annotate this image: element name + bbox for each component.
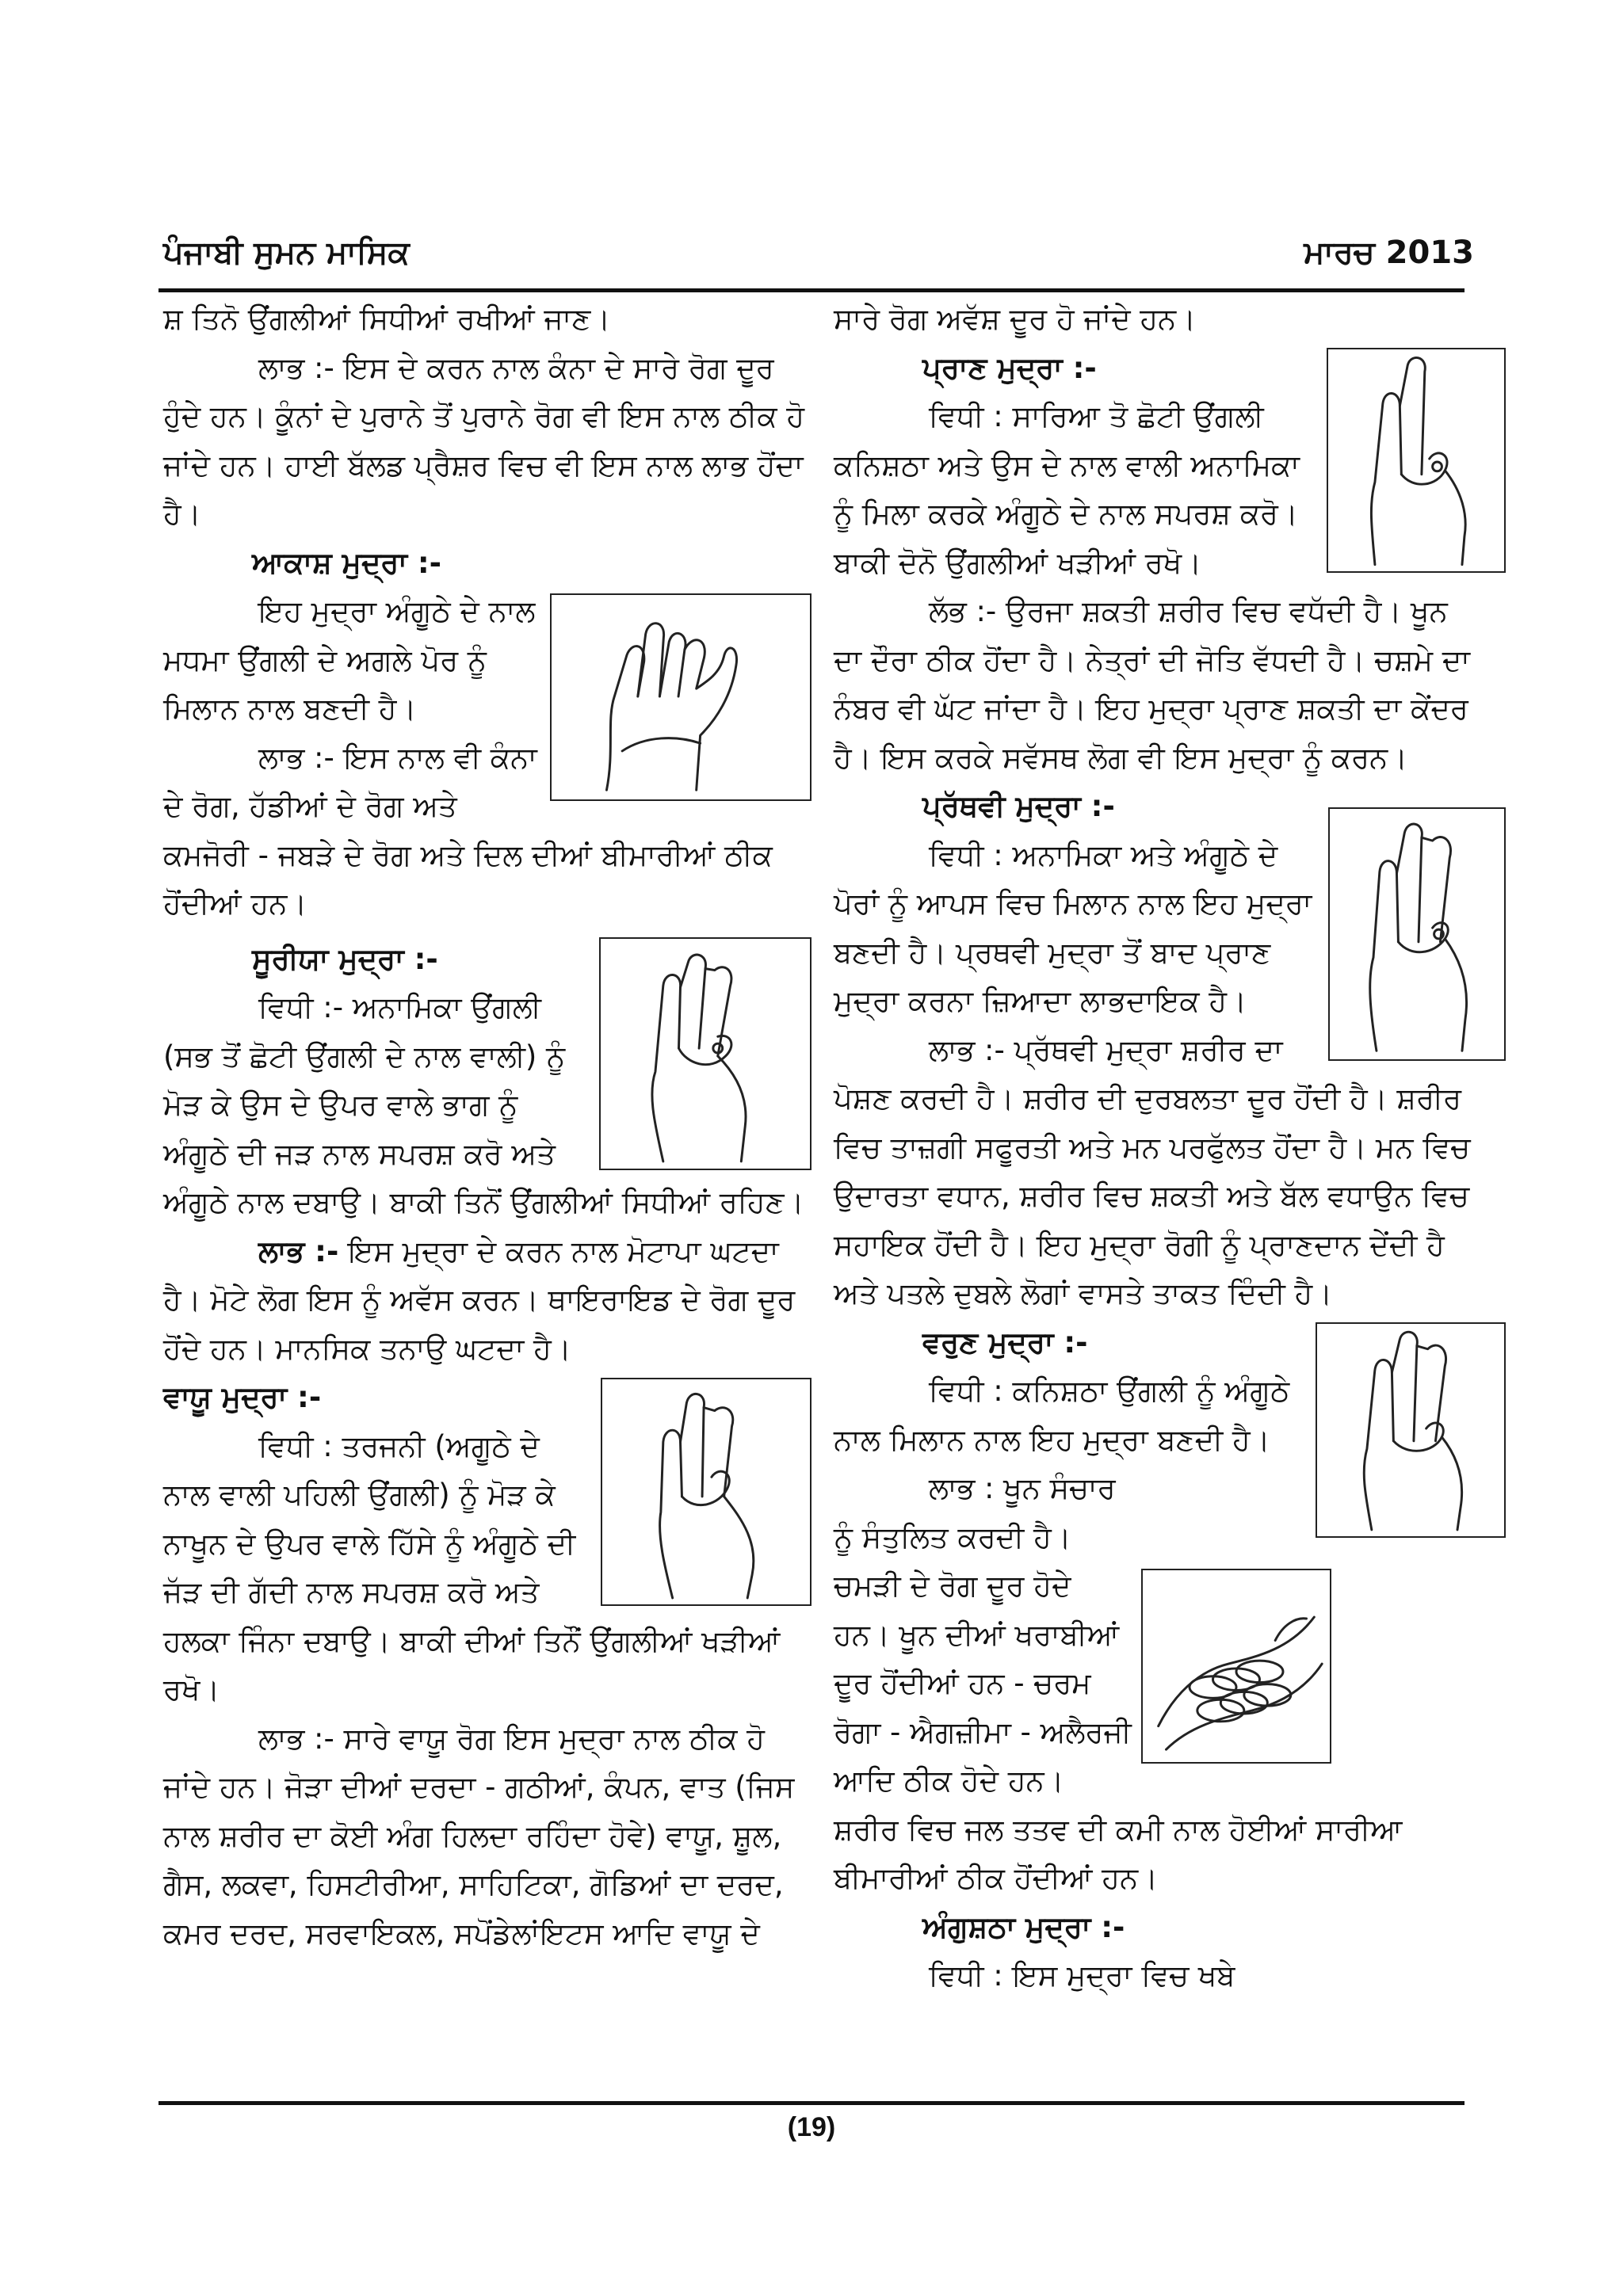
prithvi-mudra-benefit: ਲਾਭ :- ਪ੍ਰੱਥਵੀ ਮੁਦ੍ਰਾ ਸ਼ਰੀਰ ਦਾ ਪੋਸ਼ਣ ਕਰਦੀ ਹੈ। ਸ਼ਰੀਰ ਦੀ ਦੁਰਬਲਤਾ ਦੂਰ ਹੋਂਦੀ ਹੈ। ਸ਼ਰੀਰ ਵਿਚ ਤਾਜ਼ਗੀ ਸਫੂਰਤੀ ਅਤੇ ਮਨ ਪਰਫੁੱਲਤ ਹੋਂਦਾ ਹੈ। ਮਨ ਵਿਚ ਉਦਾਰਤਾ ਵਧਾਨ, ਸ਼ਰੀਰ ਵਿਚ ਸ਼ਕਤੀ ਅਤੇ ਬੱਲ ਵਧਾਉਨ ਵਿਚ ਸਹਾਇਕ ਹੋਂਦੀ ਹੈ। ਇਹ ਮੁਦ੍ਰਾ ਰੋਗੀ ਨੂੰ ਪ੍ਰਾਣਦਾਨ ਦੇਂਦੀ ਹੈ ਅਤੇ ਪਤਲੇ ਦੁਬਲੇ ਲੋਗਾਂ ਵਾਸਤੇ ਤਾਕਤ ਦਿੰਦੀ ਹੈ। bbox=[834, 1032, 1471, 1310]
right-column bbox=[834, 295, 1482, 2000]
varun-mudra-method: ਵਿਧੀ : ਕਨਿਸ਼ਠਾ ਉਂਗਲੀ ਨੂੰ ਅੰਗੂਠੇ ਨਾਲ ਮਿਲਾਨ ਨਾਲ ਇਹ ਮੁਦ੍ਰਾ ਬਣਦੀ ਹੈ। bbox=[834, 1374, 1290, 1457]
heading-akash-mudra: ਆਕਾਸ਼ ਮੁਦ੍ਰਾ :- bbox=[252, 545, 441, 580]
footer-rule bbox=[158, 2101, 1465, 2105]
prithvi-mudra-illustration bbox=[1328, 807, 1506, 1061]
angushtha-mudra-method: ਵਿਧੀ : ਇਸ ਮੁਦ੍ਰਾ ਵਿਚ ਖਬੇ bbox=[929, 1958, 1235, 1993]
angushtha-mudra-illustration bbox=[1141, 1569, 1331, 1764]
heading-vayu-mudra: ਵਾਯੂ ਮੁਦ੍ਰਾ :- bbox=[163, 1380, 322, 1414]
vayu-mudra-method: ਵਿਧੀ : ਤਰਜਨੀ (ਅਗੂਠੇ ਦੇ ਨਾਲ ਵਾਲੀ ਪਹਿਲੀ ਉਂਗਲੀ) ਨੂੰ ਮੋੜ ਕੇ ਨਾਖੂਨ ਦੇ ਉਪਰ ਵਾਲੇ ਹਿੱਸੇ ਨੂੰ ਅੰਗੂਠੇ ਦੀ ਜੱੜ ਦੀ ਗੱਦੀ ਨਾਲ ਸਪਰਸ਼ ਕਰੋ ਅਤੇ ਹਲਕਾ ਜਿੰਨਾ ਦਬਾਉ। ਬਾਕੀ ਦੀਆਂ ਤਿਨੌਂ ਉਂਗਲੀਆਂ ਖੜੀਆਂ ਰਖੋ। bbox=[163, 1428, 781, 1707]
pran-mudra-illustration bbox=[1327, 348, 1506, 573]
left-continuation: ਸ਼ ਤਿਨੋ ਉਂਗਲੀਆਂ ਸਿਧੀਆਂ ਰਖੀਆਂ ਜਾਣ। bbox=[163, 302, 611, 336]
right-continuation: ਸਾਰੇ ਰੋਗ ਅਵੱਸ਼ ਦੂਰ ਹੋ ਜਾਂਦੇ ਹਨ। bbox=[834, 302, 1197, 336]
vayu-mudra-benefit: ਲਾਭ :- ਸਾਰੇ ਵਾਯੂ ਰੋਗ ਇਸ ਮੁਦ੍ਰਾ ਨਾਲ ਠੀਕ ਹੋ ਜਾਂਦੇ ਹਨ। ਜੋੜਾ ਦੀਆਂ ਦਰਦਾ - ਗਠੀਆਂ, ਕੰਪਨ, ਵਾਤ (ਜਿਸ ਨਾਲ ਸ਼ਰੀਰ ਦਾ ਕੋਈ ਅੰਗ ਹਿਲਦਾ ਰਹਿੰਦਾ ਹੋਵੇ) ਵਾਯੂ, ਸ਼ੂਲ, ਗੈਸ, ਲਕਵਾ, ਹਿਸਟੀਰੀਆ, ਸਾਹਿਟਿਕਾ, ਗੋਡਿਆਂ ਦਾ ਦਰਦ, ਕਮਰ ਦਰਦ, ਸਰਵਾਇਕਲ, ਸਪੋਂਡੇਲਾਂਇਟਸ ਆਦਿ ਵਾਯੂ ਦੇ bbox=[163, 1721, 795, 1951]
page-number: (19) bbox=[787, 2112, 836, 2142]
header-rule bbox=[158, 288, 1465, 292]
suriya-benefit-text: ਇਸ ਮੁਦ੍ਰਾ ਦੇ ਕਰਨ ਨਾਲ ਮੋਟਾਪਾ ਘਟਦਾ ਹੈ। ਮੋਟੇ ਲੋਗ ਇਸ ਨੂੰ ਅਵੱਸ ਕਰਨ। ਥਾਇਰਾਇਡ ਦੇ ਰੋਗ ਦੂਰ ਹੋਂਦੇ ਹਨ। ਮਾਨਸਿਕ ਤਨਾਉ ਘਟਦਾ ਹੈ। bbox=[163, 1234, 796, 1366]
varun-mudra-benefit: ਲਾਭ : ਖੂਨ ਸੰਚਾਰ ਨੂੰ ਸੰਤੁਲਿਤ ਕਰਦੀ ਹੈ। ਚਮੜੀ ਦੇ ਰੋਗ ਦੂਰ ਹੋਦੇ ਹਨ। ਖੂਨ ਦੀਆਂ ਖਰਾਬੀਆਂ ਦੂਰ ਹੋਂਦੀਆਂ ਹਨ - ਚਰਮ ਰੋਗਾ - ਐਗਜ਼ੀਮਾ - ਅਲੈਰਜੀ ਆਦਿ ਠੀਕ ਹੋਦੇ ਹਨ। ਸ਼ਰੀਰ ਵਿਚ ਜਲ ਤਤਵ ਦੀ ਕਮੀ ਨਾਲ ਹੋਈਆਂ ਸਾਰੀਆ ਬੀਮਾਰੀਆਂ ਠੀਕ ਹੋਂਦੀਆਂ ਹਨ। bbox=[834, 1471, 1403, 1895]
suriya-mudra-benefit bbox=[163, 1227, 812, 1374]
pran-mudra-benefit: ਲੱਭ :- ਉਰਜਾ ਸ਼ਕਤੀ ਸ਼ਰੀਰ ਵਿਚ ਵਧੱਦੀ ਹੈ। ਖੂਨ ਦਾ ਦੌਰਾ ਠੀਕ ਹੋਂਦਾ ਹੈ। ਨੇਤ੍ਰਾਂ ਦੀ ਜੋਤਿ ਵੱਧਦੀ ਹੈ। ਚਸ਼ਮੇ ਦਾ ਨੰਬਰ ਵੀ ਘੱਟ ਜਾਂਦਾ ਹੈ। ਇਹ ਮੁਦ੍ਰਾ ਪ੍ਰਾਣ ਸ਼ਕਤੀ ਦਾ ਕੇਂਦਰ ਹੈ। ਇਸ ਕਰਕੇ ਸਵੱਸਥ ਲੋਗ ਵੀ ਇਸ ਮੁਦ੍ਰਾ ਨੂੰ ਕਰਨ। bbox=[834, 594, 1470, 775]
varun-mudra-illustration bbox=[1316, 1322, 1506, 1538]
issue-date: ਮਾਰਚ 2013 bbox=[1304, 235, 1474, 271]
akash-mudra-method: ਇਹ ਮੁਦ੍ਰਾ ਅੰਗੂਠੇ ਦੇ ਨਾਲ ਮਧਮਾ ਉਂਗਲੀ ਦੇ ਅਗਲੇ ਪੋਰ ਨੂੰ ਮਿਲਾਨ ਨਾਲ ਬਣਦੀ ਹੈ। bbox=[163, 594, 536, 726]
heading-pran-mudra: ਪ੍ਰਾਣ ਮੁਦ੍ਰਾ :- bbox=[922, 350, 1097, 385]
vayu-mudra-illustration bbox=[601, 1378, 812, 1606]
suriya-mudra-illustration bbox=[599, 937, 812, 1170]
prev-mudra-benefit: ਲਾਭ :- ਇਸ ਦੇ ਕਰਨ ਨਾਲ ਕੰਨਾ ਦੇ ਸਾਰੇ ਰੋਗ ਦੂਰ ਹੁੰਦੇ ਹਨ। ਕੂੰਨਾਂ ਦੇ ਪੁਰਾਨੇ ਤੋਂ ਪੁਰਾਨੇ ਰੋਗ ਵੀ ਇਸ ਨਾਲ ਠੀਕ ਹੋ ਜਾਂਦੇ ਹਨ। ਹਾਈ ਬੱਲਡ ਪ੍ਰੈਸ਼ਰ ਵਿਚ ਵੀ ਇਸ ਨਾਲ ਲਾਭ ਹੋਂਦਾ ਹੈ। bbox=[163, 350, 805, 531]
suriya-mudra-method: ਵਿਧੀ :- ਅਨਾਮਿਕਾ ਉਂਗਲੀ (ਸਭ ਤੋਂ ਛੋਟੀ ਉਂਗਲੀ ਦੇ ਨਾਲ ਵਾਲੀ) ਨੂੰ ਮੋੜ ਕੇ ਉਸ ਦੇ ਉਪਰ ਵਾਲੇ ਭਾਗ ਨੂੰ ਅੰਗੂਠੇ ਦੀ ਜੜ ਨਾਲ ਸਪਰਸ਼ ਕਰੋ ਅਤੇ ਅੰਗੂਠੇ ਨਾਲ ਦਬਾਉ। ਬਾਕੀ ਤਿਨੋਂ ਉਂਗਲੀਆਂ ਸਿਧੀਆਂ ਰਹਿਣ। bbox=[163, 990, 804, 1219]
magazine-title: ਪੰਜਾਬੀ ਸੁਮਨ ਮਾਸਿਕ bbox=[163, 235, 410, 271]
heading-suriya-mudra: ਸੂਰੀਯਾ ਮੁਦ੍ਰਾ :- bbox=[252, 941, 438, 976]
akash-mudra-benefit: ਲਾਭ :- ਇਸ ਨਾਲ ਵੀ ਕੰਨਾ ਦੇ ਰੋਗ, ਹੱਡੀਆਂ ਦੇ ਰੋਗ ਅਤੇ ਕਮਜੋਰੀ - ਜਬੜੇ ਦੇ ਰੋਗ ਅਤੇ ਦਿਲ ਦੀਆਂ ਬੀਮਾਰੀਆਂ ਠੀਕ ਹੋਂਦੀਆਂ ਹਨ। bbox=[163, 740, 773, 921]
heading-varun-mudra: ਵਰੁਣ ਮੁਦ੍ਰਾ :- bbox=[922, 1325, 1088, 1360]
suriya-benefit-label: ਲਾਭ :- bbox=[258, 1234, 339, 1268]
left-column bbox=[163, 295, 812, 1958]
pran-mudra-method: ਵਿਧੀ : ਸਾਰਿਆ ਤੋ ਛੋਟੀ ਉਂਗਲੀ ਕਨਿਸ਼ਠਾ ਅਤੇ ਉਸ ਦੇ ਨਾਲ ਵਾਲੀ ਅਨਾਮਿਕਾ ਨੂੰ ਮਿਲਾ ਕਰਕੇ ਅੰਗੂਠੇ ਦੇ ਨਾਲ ਸਪਰਸ਼ ਕਰੋ। ਬਾਕੀ ਦੋਨੋ ਉਂਗਲੀਆਂ ਖੜੀਆਂ ਰਖੋ। bbox=[834, 399, 1300, 580]
heading-prithvi-mudra: ਪ੍ਰੱਥਵੀ ਮੁਦ੍ਰਾ :- bbox=[922, 789, 1115, 823]
heading-angushtha-mudra: ਅੰਗੁਸ਼ਠਾ ਮੁਦ੍ਰਾ :- bbox=[922, 1909, 1125, 1944]
prithvi-mudra-method: ਵਿਧੀ : ਅਨਾਮਿਕਾ ਅਤੇ ਅੰਗੂਠੇ ਦੇ ਪੋਰਾਂ ਨੂੰ ਆਪਸ ਵਿਚ ਮਿਲਾਨ ਨਾਲ ਇਹ ਮੁਦ੍ਰਾ ਬਣਦੀ ਹੈ। ਪ੍ਰਥਵੀ ਮੁਦ੍ਰਾ ਤੋਂ ਬਾਦ ਪ੍ਰਾਣ ਮੁਦ੍ਰਾ ਕਰਨਾ ਜ਼ਿਆਦਾ ਲਾਭਦਾਇਕ ਹੈ। bbox=[834, 837, 1312, 1018]
akash-mudra-illustration bbox=[550, 593, 812, 801]
